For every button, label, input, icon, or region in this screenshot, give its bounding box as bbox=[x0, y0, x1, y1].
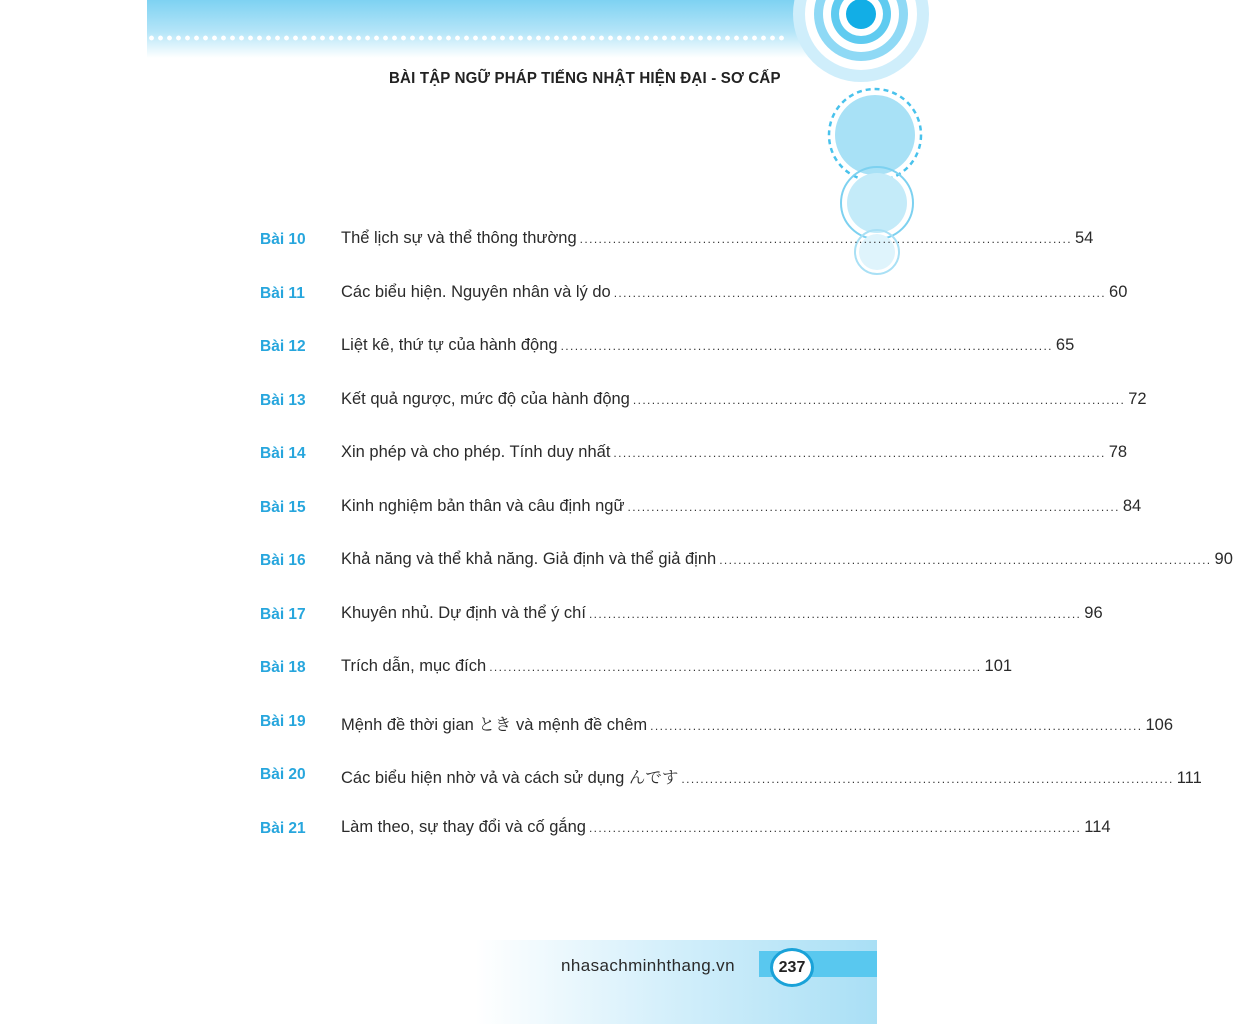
toc-entry bbox=[147, 548, 1233, 578]
lesson-label: Bài 14 bbox=[260, 445, 306, 462]
dot-leader: ........................................................................................................ bbox=[579, 232, 1072, 246]
book-page bbox=[147, 0, 1233, 1024]
entry-title: Mệnh đề thời gian とき và mệnh đề chêm bbox=[341, 716, 648, 734]
book-title-header: BÀI TẬP NGỮ PHÁP TIẾNG NHẬT HIỆN ĐẠI - SƠ CẤP bbox=[389, 70, 781, 87]
toc-entry bbox=[147, 495, 1142, 525]
entry-title: Các biểu hiện nhờ vả và cách sử dụng んです bbox=[341, 769, 679, 787]
toc-entry bbox=[147, 334, 1075, 364]
page-number: 114 bbox=[1084, 818, 1111, 836]
lesson-label: Bài 13 bbox=[260, 392, 306, 409]
dot-leader: ........................................................................................................ bbox=[681, 772, 1174, 786]
lesson-label: Bài 16 bbox=[260, 552, 306, 569]
toc-entry bbox=[147, 762, 1202, 792]
dot-leader: ........................................................................................................ bbox=[613, 286, 1107, 300]
entry-title: Kết quả ngược, mức độ của hành động bbox=[341, 390, 630, 408]
entry-line bbox=[341, 711, 1174, 735]
entry-title: Trích dẫn, mục đích bbox=[341, 657, 487, 675]
dot-leader: ........................................................................................................ bbox=[627, 500, 1120, 514]
entry-title: Liệt kê, thứ tự của hành động bbox=[341, 336, 558, 354]
dot-leader: ........................................................................................................ bbox=[560, 339, 1053, 353]
entry-title: Làm theo, sự thay đổi và cố gắng bbox=[341, 818, 586, 836]
lesson-label: Bài 15 bbox=[260, 499, 306, 516]
entry-line bbox=[341, 657, 1013, 676]
page-number: 90 bbox=[1214, 550, 1233, 568]
entry-line bbox=[341, 604, 1103, 623]
entry-line bbox=[341, 283, 1128, 302]
entry-title: Xin phép và cho phép. Tính duy nhất bbox=[341, 443, 611, 461]
dot-leader: ........................................................................................................ bbox=[632, 393, 1126, 407]
toc-entry bbox=[147, 655, 1013, 685]
entry-title: Khả năng và thể khả năng. Giả định và thể giả định bbox=[341, 550, 717, 568]
entry-title: Thể lịch sự và thể thông thường bbox=[341, 229, 577, 247]
toc-entry bbox=[147, 227, 1094, 257]
page-number: 60 bbox=[1109, 283, 1128, 301]
toc-entry bbox=[147, 388, 1147, 418]
toc-entry bbox=[147, 602, 1103, 632]
entry-title: Kinh nghiệm bản thân và câu định ngữ bbox=[341, 497, 625, 515]
dot-leader: ........................................................................................................ bbox=[613, 446, 1106, 460]
toc-entry bbox=[147, 281, 1128, 311]
dot-leader: ........................................................................................................ bbox=[719, 553, 1212, 567]
entry-line bbox=[341, 336, 1075, 355]
page-number: 65 bbox=[1055, 336, 1075, 354]
entry-line bbox=[341, 443, 1128, 462]
entry-line bbox=[341, 764, 1202, 788]
page-number: 54 bbox=[1074, 229, 1094, 247]
toc-entry bbox=[147, 816, 1111, 846]
page-number-badge: 237 bbox=[770, 948, 814, 987]
entry-line bbox=[341, 390, 1147, 409]
page-number: 84 bbox=[1122, 497, 1142, 515]
entry-line bbox=[341, 229, 1094, 248]
lesson-label: Bài 18 bbox=[260, 659, 306, 676]
lesson-label: Bài 21 bbox=[260, 820, 306, 837]
page-number: 72 bbox=[1128, 390, 1147, 408]
lesson-label: Bài 11 bbox=[260, 285, 305, 302]
entry-title: Khuyên nhủ. Dự định và thể ý chí bbox=[341, 604, 586, 622]
toc-entry bbox=[147, 441, 1128, 471]
lesson-label: Bài 19 bbox=[260, 713, 306, 730]
lesson-label: Bài 12 bbox=[260, 338, 306, 355]
entry-line bbox=[341, 550, 1233, 569]
dot-leader: ........................................................................................................ bbox=[489, 660, 982, 674]
page-number: 106 bbox=[1145, 716, 1174, 734]
page-number: 96 bbox=[1084, 604, 1103, 622]
publisher-site: nhasachminhthang.vn bbox=[561, 956, 735, 975]
lesson-label: Bài 17 bbox=[260, 606, 306, 623]
dot-leader: ........................................................................................................ bbox=[588, 821, 1082, 835]
dot-leader: ........................................................................................................ bbox=[588, 607, 1082, 621]
lesson-label: Bài 10 bbox=[260, 231, 306, 248]
entry-line bbox=[341, 497, 1142, 516]
toc-entry bbox=[147, 709, 1174, 739]
page-number: 111 bbox=[1176, 769, 1202, 787]
page-number: 78 bbox=[1108, 443, 1128, 461]
entry-title: Các biểu hiện. Nguyên nhân và lý do bbox=[341, 283, 611, 301]
entry-line bbox=[341, 818, 1111, 837]
page-number: 101 bbox=[984, 657, 1013, 675]
dot-leader: ........................................................................................................ bbox=[650, 719, 1143, 733]
lesson-label: Bài 20 bbox=[260, 766, 306, 783]
